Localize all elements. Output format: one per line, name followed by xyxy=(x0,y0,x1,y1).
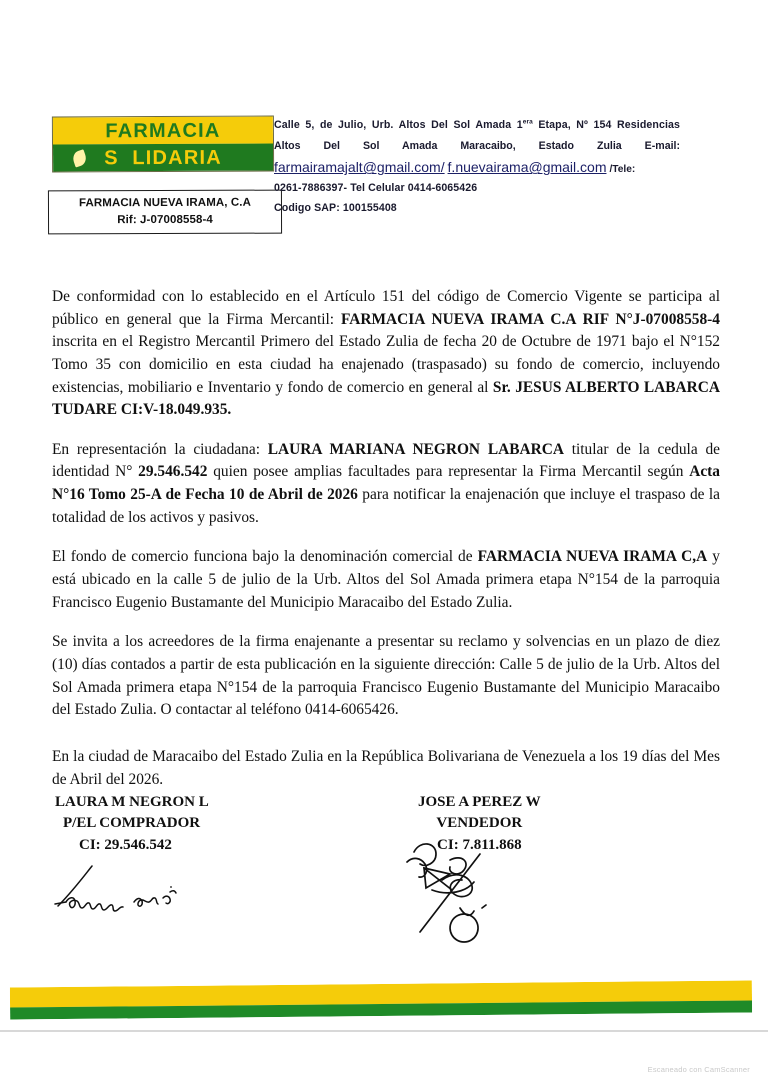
paragraph-1 xyxy=(52,286,720,422)
pharmacy-logo xyxy=(52,116,274,173)
tel-label: /Tele: xyxy=(609,164,636,176)
paragraph-2 xyxy=(52,439,720,530)
paragraph-5: En la ciudad de Maracaibo del Estado Zulia en la República Bolivariana de Venezuela a los 19 días del Mes de Abril del 2026. xyxy=(52,747,720,788)
document-header xyxy=(0,0,768,250)
handwritten-signature-icon-buyer xyxy=(52,862,202,924)
p2-text-1: En representación la ciudadana: xyxy=(52,440,268,458)
buyer-name: LAURA M NEGRON L xyxy=(55,794,209,810)
company-identity-box xyxy=(48,190,282,235)
p1-text-2: inscrita en el Registro Mercantil Primero del Estado Zulia de fecha 20 de Octubre de 1971 bajo el N°152 Tomo 35 con domicilio en esta ciudad ha enajenado (traspasado) su fondo de comercio, incluyendo existencias, mobiliario e Inventario y fondo de comercio en general al xyxy=(52,333,720,396)
page-edge-line xyxy=(0,1030,768,1032)
buyer-role: P/EL COMPRADOR xyxy=(63,815,201,832)
signature-block-buyer xyxy=(55,792,209,856)
buyer-id: CI: 29.546.542 xyxy=(79,836,172,853)
seller-name: JOSE A PEREZ W xyxy=(418,794,541,810)
address-ordinal-sup: era xyxy=(522,118,533,126)
p1-text-1: De conformidad con lo establecido en el Artículo 151 del código de Comercio Vigente se participa al público en general que la Firma Mercantil: xyxy=(52,288,720,328)
p3-text-2: y está ubicado en la calle 5 de julio de la Urb. Altos del Sol Amada primera etapa N°154 de la parroquia Francisco Eugenio Bustamante del Municipio Maracaibo del Estado Zulia. xyxy=(52,548,720,611)
email-link-secondary[interactable]: f.nuevairama@gmail.com xyxy=(447,159,607,176)
p3-bold-trade-name: FARMACIA NUEVA IRAMA C,A xyxy=(477,548,708,566)
footer-color-bar xyxy=(10,980,752,1019)
seller-role: VENDEDOR xyxy=(436,815,523,832)
handwritten-signature-icon-seller xyxy=(402,832,532,947)
document-body xyxy=(52,286,720,808)
address-line-1-cont: Etapa, Nº 154 Residencias xyxy=(538,119,680,131)
phone-numbers: 0261-7886397- Tel Celular 0414-6065426 xyxy=(274,182,478,195)
company-rif: Rif: J-07008558-4 xyxy=(117,213,213,227)
p2-text-2: titular de la cedula de identidad N° xyxy=(52,440,720,481)
p1-bold-buyer: Sr. JESUS ALBERTO LABARCA TUDARE CI:V-18.049.935. xyxy=(52,378,720,419)
leaf-icon xyxy=(71,149,88,167)
address-line-2: Altos Del Sol Amada Maracaibo, Estado Zulia E-mail: xyxy=(274,139,680,152)
seller-id: CI: 7.811.868 xyxy=(437,836,522,853)
scanner-watermark: Escaneado con CamScanner xyxy=(647,1065,750,1074)
p2-text-4: para notificar la enajenación que incluye el traspaso de la totalidad de los activos y pasivos. xyxy=(52,486,720,526)
p3-text-1: El fondo de comercio funciona bajo la denominación comercial de xyxy=(52,548,478,566)
logo-bottom-text xyxy=(104,147,222,168)
paragraph-3 xyxy=(52,546,720,614)
contact-block xyxy=(274,115,680,219)
email-line xyxy=(274,157,680,178)
sap-code: Codigo SAP: 100155408 xyxy=(274,202,397,215)
address-line-1-text: Calle 5, de Julio, Urb. Altos Del Sol Amada 1 xyxy=(274,119,523,131)
logo-bottom-text-before: S xyxy=(104,146,119,169)
address-line-1 xyxy=(274,115,680,136)
company-name: FARMACIA NUEVA IRAMA, C.A xyxy=(78,197,251,210)
signature-area xyxy=(0,792,768,962)
logo-band-yellow xyxy=(53,117,273,145)
logo-top-text: FARMACIA xyxy=(105,119,221,142)
p2-bold-id: 29.546.542 xyxy=(138,463,208,481)
p1-bold-firm: FARMACIA NUEVA IRAMA C.A RIF N°J-07008558-4 xyxy=(341,310,720,328)
logo-band-green xyxy=(53,144,273,172)
email-link-primary[interactable]: farmairamajalt@gmail.com/ xyxy=(274,159,445,176)
p2-bold-representative: LAURA MARIANA NEGRON LABARCA xyxy=(267,440,564,458)
p2-text-3: quien posee amplias facultades para representar la Firma Mercantil según xyxy=(207,463,690,481)
paragraph-4: Se invita a los acreedores de la firma enajenante a presentar su reclamo y solvencias en un plazo de diez (10) días contados a partir de esta publicación en la siguiente dirección: Calle 5 de julio de la Urb. Altos del Sol Amada primera etapa N°154 de la parroquia Francisco Eugenio Bustamante del Municipio Maracaibo del Estado Zulia. O contactar al teléfono 0414-6065426. xyxy=(52,633,720,719)
logo-bottom-text-after: LIDARIA xyxy=(132,146,222,169)
p2-bold-acta: Acta N°16 Tomo 25-A de Fecha 10 de Abril de 2026 xyxy=(52,463,720,504)
